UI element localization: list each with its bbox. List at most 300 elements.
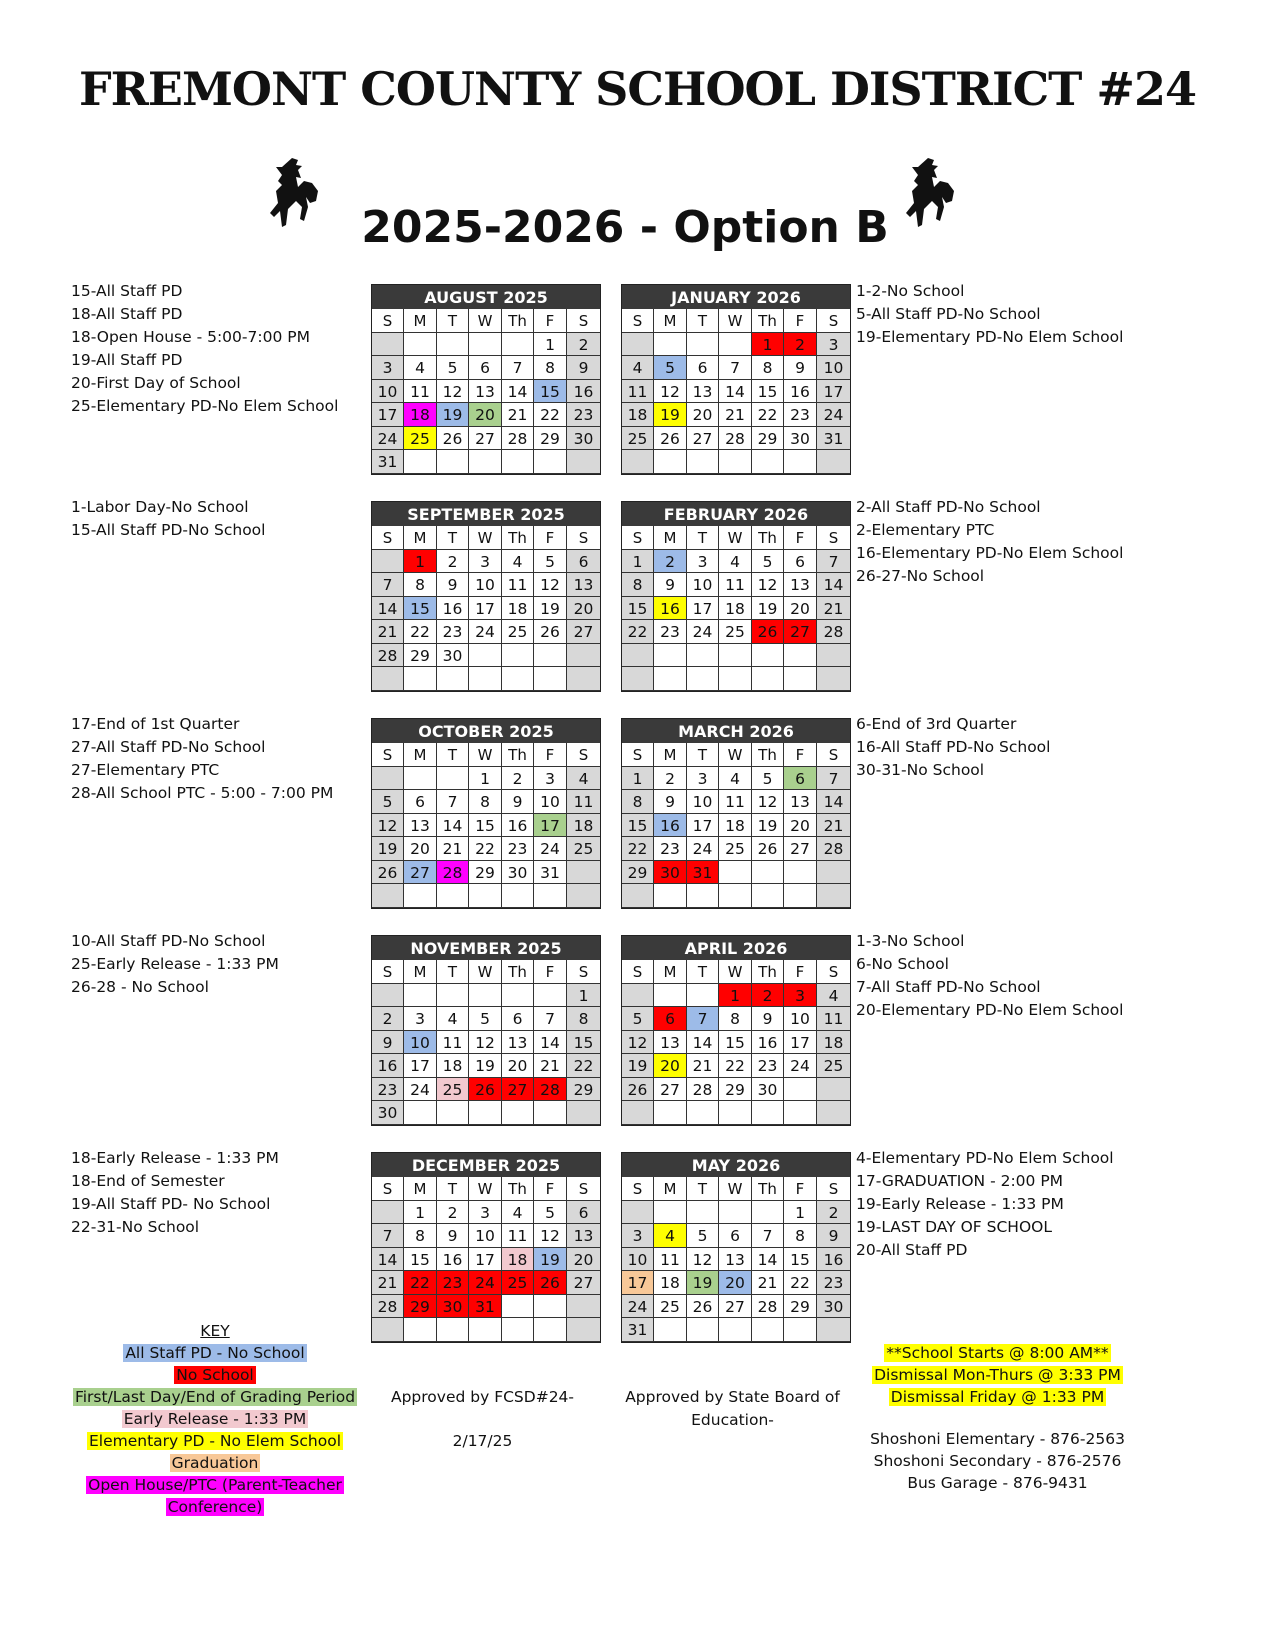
empty-day-cell [502,1101,534,1125]
day-cell: 22 [784,1271,817,1295]
empty-day-cell [502,1318,534,1342]
day-cell: 6 [784,767,817,791]
day-cell: 15 [534,380,567,404]
day-header: M [654,526,687,550]
key-item-firstlast: First/Last Day/End of Grading Period [74,1388,356,1406]
day-cell: 25 [622,427,654,451]
empty-day-cell [817,644,850,668]
day-cell: 4 [567,767,600,791]
day-cell: 17 [687,814,719,838]
empty-day-cell [817,884,850,908]
note-line: 19-All Staff PD- No School [71,1195,271,1213]
notes-march [856,713,1050,782]
empty-day-cell [817,667,850,691]
day-cell: 18 [502,597,534,621]
day-cell: 23 [437,1271,469,1295]
day-cell: 19 [372,837,404,861]
day-cell: 12 [469,1031,502,1055]
calendar-august-2025 [371,284,601,475]
day-cell: 21 [817,597,850,621]
day-cell: 12 [622,1031,654,1055]
empty-day-cell [404,884,437,908]
note-line: 10-All Staff PD-No School [71,932,266,950]
empty-day-cell [404,1101,437,1125]
day-header: M [654,309,687,333]
day-header: F [534,1177,567,1201]
day-cell: 9 [654,790,687,814]
empty-day-cell [437,1101,469,1125]
day-cell: 22 [622,837,654,861]
month-title: MAY 2026 [622,1153,850,1177]
day-cell: 19 [654,403,687,427]
note-line: 26-27-No School [856,567,985,585]
calendar-subtitle: 2025-2026 - Option B [361,202,889,253]
empty-day-cell [719,644,752,668]
day-cell: 29 [404,644,437,668]
day-header: T [437,743,469,767]
color-key-legend [70,1320,360,1518]
empty-day-cell [404,767,437,791]
day-cell: 14 [817,790,850,814]
district-approval-date: 2/17/25 [452,1432,513,1450]
day-cell: 3 [687,767,719,791]
day-cell: 20 [404,837,437,861]
note-line: 19-All Staff PD [71,351,183,369]
day-cell: 31 [622,1318,654,1342]
note-line: 2-Elementary PTC [856,521,995,539]
month-grid [372,526,600,691]
day-cell: 9 [817,1224,850,1248]
empty-day-cell [567,884,600,908]
day-cell: 8 [784,1224,817,1248]
day-cell: 24 [469,1271,502,1295]
day-header: S [567,1177,600,1201]
day-cell: 12 [437,380,469,404]
day-cell: 4 [622,356,654,380]
day-cell: 24 [784,1054,817,1078]
day-cell: 13 [784,790,817,814]
day-cell: 22 [404,1271,437,1295]
day-cell: 17 [622,1271,654,1295]
empty-day-cell [752,861,784,885]
day-cell: 1 [404,1201,437,1225]
day-cell: 10 [404,1031,437,1055]
day-cell: 29 [719,1078,752,1102]
day-cell: 12 [687,1248,719,1272]
day-header: F [784,743,817,767]
district-approval [380,1386,585,1453]
day-cell: 30 [752,1078,784,1102]
notes-september [71,496,265,542]
day-cell: 18 [654,1271,687,1295]
day-cell: 1 [404,550,437,574]
day-cell: 1 [719,984,752,1008]
notes-april [856,930,1123,1022]
day-cell: 13 [404,814,437,838]
day-cell: 3 [469,550,502,574]
day-cell: 5 [622,1007,654,1031]
day-cell: 8 [469,790,502,814]
month-title: AUGUST 2025 [372,285,600,309]
day-cell: 6 [404,790,437,814]
day-header: W [469,743,502,767]
day-header: S [622,743,654,767]
day-cell: 30 [502,861,534,885]
day-header: F [784,1177,817,1201]
empty-day-cell [534,644,567,668]
key-item-noschool: No School [176,1366,254,1384]
empty-day-cell [752,667,784,691]
empty-day-cell [567,861,600,885]
empty-day-cell [654,1201,687,1225]
day-cell: 12 [752,573,784,597]
day-cell: 22 [534,403,567,427]
day-header: F [534,960,567,984]
page-title: FREMONT COUNTY SCHOOL DISTRICT #24 [79,62,1196,116]
day-cell: 3 [817,333,850,357]
empty-day-cell [404,667,437,691]
day-header: W [719,526,752,550]
empty-day-cell [687,644,719,668]
day-header: T [687,526,719,550]
day-cell: 19 [752,597,784,621]
key-item-early: Early Release - 1:33 PM [123,1410,307,1428]
day-cell: 21 [372,620,404,644]
note-line: 15-All Staff PD-No School [71,521,266,539]
empty-day-cell [622,984,654,1008]
empty-day-cell [502,984,534,1008]
day-cell: 5 [654,356,687,380]
empty-day-cell [654,1318,687,1342]
contact-line: Bus Garage - 876-9431 [907,1474,1088,1492]
day-cell: 1 [469,767,502,791]
month-title: SEPTEMBER 2025 [372,502,600,526]
day-cell: 2 [817,1201,850,1225]
day-header: S [622,1177,654,1201]
empty-day-cell [469,667,502,691]
day-header: T [437,1177,469,1201]
day-cell: 15 [784,1248,817,1272]
state-approval [620,1386,845,1432]
month-grid [622,743,850,908]
note-line: 5-All Staff PD-No School [856,305,1041,323]
day-cell: 6 [567,1201,600,1225]
day-cell: 27 [687,427,719,451]
day-cell: 3 [687,550,719,574]
day-cell: 8 [622,790,654,814]
day-cell: 11 [502,1224,534,1248]
day-cell: 5 [687,1224,719,1248]
day-cell: 28 [372,1295,404,1319]
empty-day-cell [567,450,600,474]
day-cell: 8 [567,1007,600,1031]
empty-day-cell [437,333,469,357]
empty-day-cell [469,884,502,908]
empty-day-cell [719,1101,752,1125]
empty-day-cell [372,984,404,1008]
month-grid [372,309,600,474]
day-cell: 19 [687,1271,719,1295]
day-header: Th [502,526,534,550]
empty-day-cell [469,644,502,668]
day-cell: 28 [372,644,404,668]
day-cell: 14 [817,573,850,597]
day-cell: 28 [687,1078,719,1102]
empty-day-cell [622,644,654,668]
empty-day-cell [719,861,752,885]
note-line: 16-Elementary PD-No Elem School [856,544,1124,562]
day-cell: 15 [567,1031,600,1055]
empty-day-cell [372,1318,404,1342]
empty-day-cell [567,1295,600,1319]
month-title: MARCH 2026 [622,719,850,743]
day-cell: 14 [372,597,404,621]
empty-day-cell [817,1078,850,1102]
empty-day-cell [752,1201,784,1225]
empty-day-cell [567,667,600,691]
note-line: 19-Elementary PD-No Elem School [856,328,1124,346]
day-cell: 5 [534,1201,567,1225]
day-cell: 21 [372,1271,404,1295]
day-cell: 13 [469,380,502,404]
empty-day-cell [817,1101,850,1125]
note-line: 20-All Staff PD [856,1241,968,1259]
empty-day-cell [654,644,687,668]
day-cell: 31 [687,861,719,885]
empty-day-cell [687,333,719,357]
empty-day-cell [469,333,502,357]
day-cell: 7 [437,790,469,814]
note-line: 19-Early Release - 1:33 PM [856,1195,1064,1213]
day-cell: 1 [784,1201,817,1225]
empty-day-cell [534,884,567,908]
day-cell: 23 [654,837,687,861]
month-grid [622,526,850,691]
hours-highlight: Dismissal Friday @ 1:33 PM [890,1388,1105,1406]
day-header: S [817,526,850,550]
empty-day-cell [784,644,817,668]
empty-day-cell [437,884,469,908]
month-grid [372,1177,600,1342]
day-cell: 19 [534,597,567,621]
day-cell: 19 [752,814,784,838]
day-cell: 7 [719,356,752,380]
day-cell: 1 [534,333,567,357]
day-cell: 1 [622,767,654,791]
day-cell: 8 [719,1007,752,1031]
day-header: M [404,960,437,984]
note-line: 19-LAST DAY OF SCHOOL [856,1218,1052,1236]
day-cell: 20 [469,403,502,427]
day-cell: 26 [469,1078,502,1102]
day-cell: 26 [534,620,567,644]
day-cell: 15 [622,814,654,838]
day-cell: 10 [469,1224,502,1248]
day-header: S [622,309,654,333]
key-item-openhouse: Open House/PTC (Parent-Teacher [88,1476,342,1494]
day-cell: 18 [404,403,437,427]
day-cell: 26 [534,1271,567,1295]
day-header: F [784,309,817,333]
day-cell: 27 [502,1078,534,1102]
month-grid [372,743,600,908]
day-cell: 13 [502,1031,534,1055]
day-cell: 9 [567,356,600,380]
day-cell: 24 [687,837,719,861]
day-cell: 10 [372,380,404,404]
note-line: 17-GRADUATION - 2:00 PM [856,1172,1064,1190]
day-cell: 28 [752,1295,784,1319]
day-cell: 12 [654,380,687,404]
empty-day-cell [404,984,437,1008]
empty-day-cell [404,450,437,474]
day-cell: 24 [469,620,502,644]
note-line: 6-No School [856,955,949,973]
day-cell: 22 [719,1054,752,1078]
empty-day-cell [654,333,687,357]
note-line: 30-31-No School [856,761,985,779]
month-grid [622,309,850,474]
day-cell: 26 [752,837,784,861]
day-cell: 1 [622,550,654,574]
day-cell: 27 [784,620,817,644]
day-cell: 30 [784,427,817,451]
day-cell: 8 [404,1224,437,1248]
key-item-pd: All Staff PD - No School [125,1344,305,1362]
note-line: 7-All Staff PD-No School [856,978,1041,996]
empty-day-cell [654,884,687,908]
day-header: T [687,960,719,984]
day-cell: 16 [784,380,817,404]
note-line: 18-End of Semester [71,1172,225,1190]
empty-day-cell [784,1101,817,1125]
day-cell: 4 [654,1224,687,1248]
empty-day-cell [784,861,817,885]
day-cell: 3 [784,984,817,1008]
school-hours-and-contacts [860,1342,1135,1494]
calendar-january-2026 [621,284,851,475]
day-cell: 1 [752,333,784,357]
empty-day-cell [687,667,719,691]
day-cell: 26 [752,620,784,644]
notes-august [71,280,338,418]
day-cell: 12 [534,1224,567,1248]
empty-day-cell [372,333,404,357]
note-line: 25-Early Release - 1:33 PM [71,955,279,973]
day-cell: 19 [534,1248,567,1272]
day-cell: 2 [567,333,600,357]
day-cell: 10 [622,1248,654,1272]
calendar-november-2025 [371,935,601,1126]
day-cell: 6 [567,550,600,574]
day-cell: 26 [654,427,687,451]
empty-day-cell [534,1101,567,1125]
day-cell: 25 [567,837,600,861]
day-cell: 21 [752,1271,784,1295]
day-header: F [784,526,817,550]
empty-day-cell [687,450,719,474]
day-header: S [817,743,850,767]
month-title: NOVEMBER 2025 [372,936,600,960]
empty-day-cell [502,884,534,908]
contact-line: Shoshoni Secondary - 876-2576 [873,1452,1122,1470]
day-cell: 31 [534,861,567,885]
empty-day-cell [404,333,437,357]
empty-day-cell [372,767,404,791]
day-cell: 25 [437,1078,469,1102]
day-cell: 7 [372,573,404,597]
day-cell: 17 [534,814,567,838]
calendar-september-2025 [371,501,601,692]
day-header: Th [752,743,784,767]
empty-day-cell [719,884,752,908]
day-cell: 9 [502,790,534,814]
empty-day-cell [784,667,817,691]
empty-day-cell [534,450,567,474]
empty-day-cell [687,1101,719,1125]
day-header: S [622,960,654,984]
day-cell: 23 [817,1271,850,1295]
day-cell: 24 [404,1078,437,1102]
empty-day-cell [687,1318,719,1342]
day-cell: 16 [372,1054,404,1078]
day-cell: 27 [567,1271,600,1295]
day-cell: 11 [404,380,437,404]
note-line: 20-Elementary PD-No Elem School [856,1001,1124,1019]
empty-day-cell [567,1318,600,1342]
day-cell: 26 [687,1295,719,1319]
day-cell: 25 [502,620,534,644]
empty-day-cell [687,984,719,1008]
day-header: T [687,309,719,333]
day-cell: 20 [567,597,600,621]
day-header: S [567,526,600,550]
empty-day-cell [817,1318,850,1342]
day-cell: 28 [817,837,850,861]
day-cell: 28 [534,1078,567,1102]
day-cell: 20 [784,597,817,621]
empty-day-cell [437,984,469,1008]
day-cell: 21 [534,1054,567,1078]
day-cell: 11 [719,573,752,597]
day-cell: 20 [567,1248,600,1272]
day-cell: 5 [437,356,469,380]
day-cell: 23 [654,620,687,644]
day-header: Th [752,1177,784,1201]
day-header: Th [502,1177,534,1201]
day-cell: 10 [784,1007,817,1031]
day-cell: 17 [469,1248,502,1272]
day-cell: 6 [469,356,502,380]
empty-day-cell [437,450,469,474]
note-line: 1-3-No School [856,932,965,950]
empty-day-cell [719,1201,752,1225]
empty-day-cell [567,1101,600,1125]
day-cell: 13 [567,573,600,597]
empty-day-cell [719,1318,752,1342]
empty-day-cell [567,644,600,668]
day-cell: 14 [372,1248,404,1272]
day-cell: 28 [817,620,850,644]
day-cell: 14 [502,380,534,404]
day-cell: 29 [404,1295,437,1319]
day-cell: 30 [654,861,687,885]
empty-day-cell [502,333,534,357]
empty-day-cell [469,1318,502,1342]
day-cell: 2 [752,984,784,1008]
day-cell: 18 [502,1248,534,1272]
note-line: 27-All Staff PD-No School [71,738,266,756]
